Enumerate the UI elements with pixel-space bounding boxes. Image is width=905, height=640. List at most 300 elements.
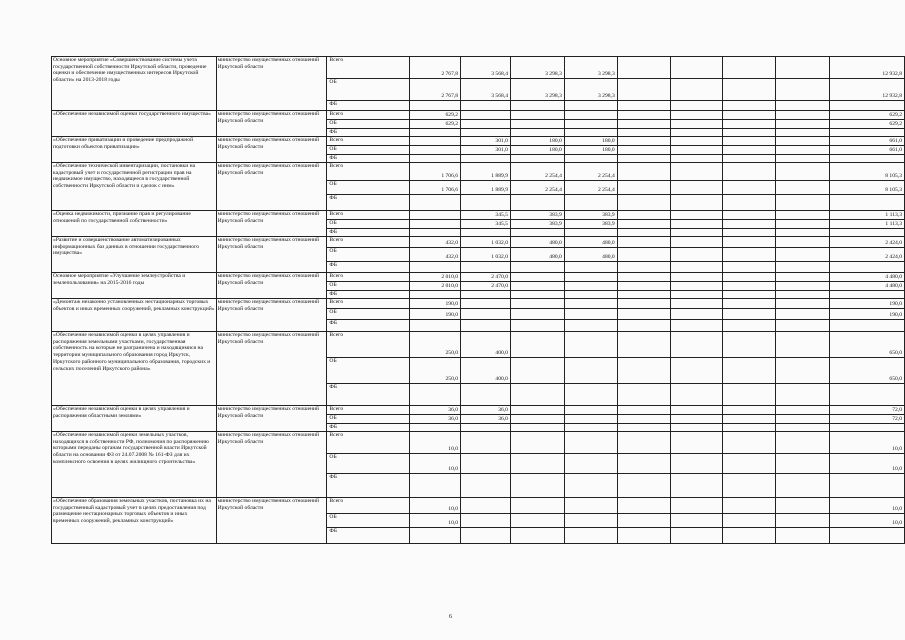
amount-cell	[776, 384, 830, 406]
amount-cell	[670, 111, 723, 120]
total-amount-cell	[830, 101, 905, 111]
amount-cell	[776, 474, 830, 498]
total-amount-cell: 72,0	[830, 406, 905, 415]
amount-cell	[510, 498, 564, 514]
total-amount-cell: 190,0	[830, 309, 905, 320]
amount-cell: 1 706,6	[410, 163, 461, 181]
amount-cell: 2 010,0	[410, 282, 461, 291]
amount-cell	[564, 320, 617, 332]
executor-cell: министерство имущественных отношений Иркутской области	[216, 137, 327, 163]
funding-source-cell: Всего	[327, 57, 410, 79]
amount-cell	[776, 432, 830, 454]
amount-cell	[670, 358, 723, 384]
amount-cell	[776, 181, 830, 195]
amount-cell: 480,0	[564, 248, 617, 262]
amount-cell: 36,0	[461, 415, 511, 424]
total-amount-cell	[830, 291, 905, 299]
amount-cell	[776, 57, 830, 79]
amount-cell	[670, 181, 723, 195]
amount-cell	[410, 220, 461, 229]
amount-cell	[617, 155, 670, 163]
amount-cell	[670, 406, 723, 415]
amount-cell	[461, 299, 511, 309]
total-amount-cell: 4 480,0	[830, 273, 905, 282]
amount-cell: 36,0	[410, 406, 461, 415]
funding-source-cell: ФБ	[327, 155, 410, 163]
funding-source-cell: Всего	[327, 332, 410, 358]
executor-cell: министерство имущественных отношений Иркутской области	[216, 57, 327, 111]
budget-table	[51, 56, 905, 544]
total-amount-cell: 661,0	[830, 137, 905, 146]
total-amount-cell: 190,0	[830, 299, 905, 309]
amount-cell	[723, 111, 776, 120]
amount-cell	[461, 384, 511, 406]
amount-cell	[723, 415, 776, 424]
amount-cell	[670, 101, 723, 111]
funding-source-cell: Всего	[327, 273, 410, 282]
amount-cell	[510, 320, 564, 332]
amount-cell	[564, 432, 617, 454]
amount-cell	[776, 262, 830, 273]
amount-cell: 3 298,3	[510, 79, 564, 101]
amount-cell	[564, 120, 617, 129]
amount-cell	[723, 120, 776, 129]
amount-cell	[510, 111, 564, 120]
amount-cell	[776, 358, 830, 384]
amount-cell	[617, 432, 670, 454]
funding-source-cell: ОБ	[327, 79, 410, 101]
amount-cell	[776, 309, 830, 320]
amount-cell	[723, 211, 776, 220]
amount-cell: 10,0	[410, 432, 461, 454]
amount-cell: 629,2	[410, 120, 461, 129]
amount-cell: 1 889,9	[461, 163, 511, 181]
amount-cell	[723, 514, 776, 528]
amount-cell	[461, 498, 511, 514]
funding-source-cell: Всего	[327, 432, 410, 454]
measure-name-cell: «Демонтаж незаконно установленных нестационарных торговых объектов и иных временных сооружений, рекламных конструкций»	[52, 299, 217, 332]
amount-cell	[410, 291, 461, 299]
total-amount-cell: 12 932,8	[830, 79, 905, 101]
funding-source-cell: Всего	[327, 237, 410, 248]
total-amount-cell: 72,0	[830, 415, 905, 424]
funding-source-cell: ФБ	[327, 129, 410, 137]
amount-cell	[670, 498, 723, 514]
amount-cell: 10,0	[410, 454, 461, 474]
amount-cell	[670, 137, 723, 146]
amount-cell	[723, 146, 776, 155]
total-amount-cell: 1 113,3	[830, 220, 905, 229]
total-amount-cell	[830, 229, 905, 237]
table-row	[52, 406, 905, 415]
amount-cell: 480,0	[510, 248, 564, 262]
amount-cell: 190,0	[410, 299, 461, 309]
amount-cell	[617, 309, 670, 320]
amount-cell	[670, 79, 723, 101]
amount-cell	[617, 474, 670, 498]
amount-cell	[723, 163, 776, 181]
total-amount-cell: 2 424,0	[830, 248, 905, 262]
amount-cell	[564, 282, 617, 291]
amount-cell	[410, 195, 461, 211]
amount-cell	[461, 320, 511, 332]
amount-cell	[617, 181, 670, 195]
amount-cell: 3 298,3	[564, 79, 617, 101]
amount-cell	[564, 498, 617, 514]
measure-name-cell: Основное мероприятие «Совершенствование системы учета государственной собственности Иркутской области, проведение оценки и обеспечение имущественных интересов Иркутской области» на 2013-2018 годы	[52, 57, 217, 111]
amount-cell: 250,0	[410, 332, 461, 358]
amount-cell	[510, 195, 564, 211]
amount-cell	[670, 273, 723, 282]
amount-cell	[461, 229, 511, 237]
funding-source-cell: ОБ	[327, 248, 410, 262]
amount-cell	[564, 299, 617, 309]
measure-name-cell: «Обеспечение независимой оценки в целях управления и распоряжения областными землями»	[52, 406, 217, 432]
measure-name-cell: Основное мероприятие «Улучшение землеустройства и землепользования» на 2015-2016 годы	[52, 273, 217, 299]
amount-cell	[617, 454, 670, 474]
amount-cell	[723, 195, 776, 211]
amount-cell	[723, 299, 776, 309]
funding-source-cell: Всего	[327, 111, 410, 120]
amount-cell	[564, 474, 617, 498]
amount-cell	[776, 237, 830, 248]
amount-cell	[461, 454, 511, 474]
amount-cell	[670, 332, 723, 358]
amount-cell	[776, 320, 830, 332]
amount-cell	[723, 237, 776, 248]
amount-cell	[617, 229, 670, 237]
amount-cell	[723, 137, 776, 146]
amount-cell: 1 706,6	[410, 181, 461, 195]
total-amount-cell	[830, 155, 905, 163]
amount-cell	[723, 291, 776, 299]
amount-cell	[617, 220, 670, 229]
amount-cell: 480,0	[510, 237, 564, 248]
amount-cell: 383,9	[510, 220, 564, 229]
table-row	[52, 211, 905, 220]
amount-cell: 301,0	[461, 137, 511, 146]
funding-source-cell: ФБ	[327, 262, 410, 273]
amount-cell: 383,9	[564, 220, 617, 229]
table-row	[52, 273, 905, 282]
amount-cell: 2 010,0	[410, 273, 461, 282]
amount-cell	[617, 406, 670, 415]
funding-source-cell: ОБ	[327, 309, 410, 320]
amount-cell	[776, 498, 830, 514]
amount-cell	[564, 111, 617, 120]
amount-cell	[776, 291, 830, 299]
amount-cell	[776, 146, 830, 155]
table-row	[52, 432, 905, 454]
amount-cell: 10,0	[410, 514, 461, 528]
amount-cell	[510, 155, 564, 163]
amount-cell	[617, 291, 670, 299]
amount-cell: 1 032,0	[461, 248, 511, 262]
table-row	[52, 237, 905, 248]
amount-cell	[510, 101, 564, 111]
amount-cell: 36,0	[410, 415, 461, 424]
amount-cell	[617, 424, 670, 432]
amount-cell	[617, 384, 670, 406]
amount-cell	[617, 101, 670, 111]
amount-cell	[617, 237, 670, 248]
amount-cell	[510, 432, 564, 454]
amount-cell	[564, 195, 617, 211]
amount-cell	[510, 358, 564, 384]
amount-cell	[564, 309, 617, 320]
total-amount-cell: 629,2	[830, 111, 905, 120]
table-row	[52, 111, 905, 120]
amount-cell	[723, 57, 776, 79]
amount-cell	[776, 282, 830, 291]
amount-cell	[461, 528, 511, 544]
amount-cell: 2 254,4	[564, 163, 617, 181]
amount-cell	[617, 137, 670, 146]
funding-source-cell: ОБ	[327, 146, 410, 155]
amount-cell	[670, 229, 723, 237]
measure-name-cell: «Развитие и совершенствование автоматизированных информационных баз данных в отношении государственного имущества»	[52, 237, 217, 273]
amount-cell	[670, 282, 723, 291]
amount-cell	[461, 474, 511, 498]
amount-cell: 345,5	[461, 211, 511, 220]
executor-cell: министерство имущественных отношений Иркутской области	[216, 498, 327, 544]
funding-source-cell: ОБ	[327, 181, 410, 195]
amount-cell	[723, 220, 776, 229]
amount-cell	[461, 514, 511, 528]
amount-cell	[776, 137, 830, 146]
executor-cell: министерство имущественных отношений Иркутской области	[216, 273, 327, 299]
executor-cell: министерство имущественных отношений Иркутской области	[216, 406, 327, 432]
amount-cell	[617, 57, 670, 79]
amount-cell	[723, 320, 776, 332]
funding-source-cell: ФБ	[327, 474, 410, 498]
amount-cell	[461, 309, 511, 320]
amount-cell	[723, 309, 776, 320]
measure-name-cell: «Обеспечение независимой оценки земельных участков, находящихся в собственности РФ, полномочия по распоряжению которыми переданы органам государственной власти Иркутской области на основании ФЗ от 24.07.2008 № 161-ФЗ для их комплексного освоения в целях жилищного строительства»	[52, 432, 217, 498]
amount-cell	[461, 120, 511, 129]
amount-cell	[670, 129, 723, 137]
funding-source-cell: ОБ	[327, 514, 410, 528]
amount-cell	[510, 474, 564, 498]
amount-cell	[670, 424, 723, 432]
amount-cell	[564, 129, 617, 137]
amount-cell: 3 298,3	[510, 57, 564, 79]
amount-cell	[510, 406, 564, 415]
executor-cell: министерство имущественных отношений Иркутской области	[216, 111, 327, 137]
amount-cell: 10,0	[410, 498, 461, 514]
amount-cell	[723, 248, 776, 262]
total-amount-cell: 661,0	[830, 146, 905, 155]
amount-cell	[617, 79, 670, 101]
amount-cell: 3 298,3	[564, 57, 617, 79]
amount-cell	[776, 129, 830, 137]
funding-source-cell: ОБ	[327, 415, 410, 424]
funding-source-cell: ФБ	[327, 229, 410, 237]
amount-cell: 180,0	[564, 146, 617, 155]
amount-cell: 345,5	[461, 220, 511, 229]
amount-cell	[564, 406, 617, 415]
amount-cell	[564, 332, 617, 358]
funding-source-cell: ФБ	[327, 291, 410, 299]
amount-cell	[410, 424, 461, 432]
amount-cell	[723, 181, 776, 195]
amount-cell	[670, 237, 723, 248]
amount-cell	[564, 454, 617, 474]
amount-cell: 180,0	[510, 146, 564, 155]
amount-cell: 301,0	[461, 146, 511, 155]
amount-cell	[723, 273, 776, 282]
table-row	[52, 332, 905, 358]
amount-cell	[776, 514, 830, 528]
amount-cell	[510, 229, 564, 237]
amount-cell	[670, 220, 723, 229]
total-amount-cell: 650,0	[830, 358, 905, 384]
executor-cell: министерство имущественных отношений Иркутской области	[216, 237, 327, 273]
amount-cell	[510, 299, 564, 309]
executor-cell: министерство имущественных отношений Иркутской области	[216, 332, 327, 406]
amount-cell	[510, 262, 564, 273]
amount-cell: 3 568,4	[461, 79, 511, 101]
amount-cell	[617, 195, 670, 211]
funding-source-cell: Всего	[327, 498, 410, 514]
total-amount-cell: 10,0	[830, 432, 905, 454]
amount-cell	[617, 299, 670, 309]
amount-cell	[776, 220, 830, 229]
funding-source-cell: ОБ	[327, 220, 410, 229]
total-amount-cell	[830, 129, 905, 137]
amount-cell	[617, 282, 670, 291]
amount-cell	[776, 211, 830, 220]
amount-cell: 383,9	[510, 211, 564, 220]
amount-cell: 190,0	[410, 309, 461, 320]
total-amount-cell	[830, 424, 905, 432]
amount-cell	[617, 514, 670, 528]
amount-cell	[461, 424, 511, 432]
page-number: 6	[449, 614, 452, 620]
amount-cell	[723, 384, 776, 406]
amount-cell	[723, 155, 776, 163]
total-amount-cell: 1 113,3	[830, 211, 905, 220]
total-amount-cell: 12 932,8	[830, 57, 905, 79]
amount-cell: 2 254,4	[564, 181, 617, 195]
executor-cell: министерство имущественных отношений Иркутской области	[216, 163, 327, 211]
total-amount-cell: 10,0	[830, 454, 905, 474]
amount-cell	[564, 384, 617, 406]
amount-cell	[617, 262, 670, 273]
amount-cell	[564, 101, 617, 111]
amount-cell	[617, 528, 670, 544]
amount-cell	[564, 514, 617, 528]
amount-cell	[410, 320, 461, 332]
amount-cell: 432,0	[410, 248, 461, 262]
amount-cell	[776, 229, 830, 237]
amount-cell	[617, 111, 670, 120]
funding-source-cell: Всего	[327, 163, 410, 181]
amount-cell: 1 032,0	[461, 237, 511, 248]
amount-cell	[723, 424, 776, 432]
amount-cell	[670, 248, 723, 262]
amount-cell	[776, 332, 830, 358]
amount-cell	[617, 498, 670, 514]
amount-cell	[410, 474, 461, 498]
funding-source-cell: Всего	[327, 211, 410, 220]
amount-cell	[564, 415, 617, 424]
amount-cell	[723, 129, 776, 137]
amount-cell: 36,0	[461, 406, 511, 415]
amount-cell	[617, 248, 670, 262]
amount-cell	[776, 273, 830, 282]
table-row	[52, 137, 905, 146]
measure-name-cell: «Обеспечение технической инвентаризации, постановки на кадастровый учет и государственной регистрации прав на недвижимое имущество, находящееся в государственной собственности Иркутской области и сделок с ним»	[52, 163, 217, 211]
amount-cell	[410, 528, 461, 544]
amount-cell	[776, 195, 830, 211]
measure-name-cell: «Обеспечение независимой оценки в целях управления и распоряжения земельными участками, государственная собственность на которые не разграничена и находящимися на территории муниципального образования город Иркутск, Иркутского районного муниципального образования, городских и сельских поселений Иркутского района»	[52, 332, 217, 406]
amount-cell	[564, 424, 617, 432]
amount-cell	[723, 528, 776, 544]
total-amount-cell	[830, 384, 905, 406]
amount-cell	[510, 291, 564, 299]
amount-cell	[723, 474, 776, 498]
amount-cell	[723, 454, 776, 474]
amount-cell	[723, 282, 776, 291]
amount-cell: 2 767,8	[410, 79, 461, 101]
table-row	[52, 163, 905, 181]
amount-cell	[617, 129, 670, 137]
funding-source-cell: ОБ	[327, 454, 410, 474]
amount-cell	[564, 291, 617, 299]
amount-cell	[410, 101, 461, 111]
amount-cell	[776, 111, 830, 120]
amount-cell	[461, 101, 511, 111]
amount-cell	[776, 248, 830, 262]
amount-cell	[776, 120, 830, 129]
amount-cell	[564, 155, 617, 163]
amount-cell: 480,0	[564, 237, 617, 248]
funding-source-cell: Всего	[327, 406, 410, 415]
amount-cell	[564, 273, 617, 282]
amount-cell	[776, 79, 830, 101]
amount-cell	[510, 282, 564, 291]
amount-cell	[510, 384, 564, 406]
amount-cell	[617, 415, 670, 424]
amount-cell	[670, 432, 723, 454]
total-amount-cell: 629,2	[830, 120, 905, 129]
amount-cell	[461, 195, 511, 211]
amount-cell	[510, 332, 564, 358]
amount-cell: 2 470,0	[461, 282, 511, 291]
amount-cell	[776, 155, 830, 163]
amount-cell	[510, 514, 564, 528]
amount-cell: 2 470,0	[461, 273, 511, 282]
amount-cell	[723, 332, 776, 358]
amount-cell	[617, 358, 670, 384]
total-amount-cell: 2 424,0	[830, 237, 905, 248]
funding-source-cell: ФБ	[327, 101, 410, 111]
amount-cell	[617, 320, 670, 332]
amount-cell	[617, 211, 670, 220]
amount-cell: 2 254,4	[510, 181, 564, 195]
funding-source-cell: ОБ	[327, 282, 410, 291]
executor-cell: министерство имущественных отношений Иркутской области	[216, 299, 327, 332]
amount-cell: 2 767,8	[410, 57, 461, 79]
amount-cell	[461, 432, 511, 454]
amount-cell	[564, 262, 617, 273]
measure-name-cell: «Обеспечение образования земельных участков, постановка их на государственный кадастровый учет в целях предоставления под размещение нестационарных торговых объектов и иных временных сооружений, рекламных конструкций»	[52, 498, 217, 544]
table-row	[52, 299, 905, 309]
total-amount-cell: 10,0	[830, 514, 905, 528]
amount-cell	[723, 432, 776, 454]
amount-cell	[776, 406, 830, 415]
